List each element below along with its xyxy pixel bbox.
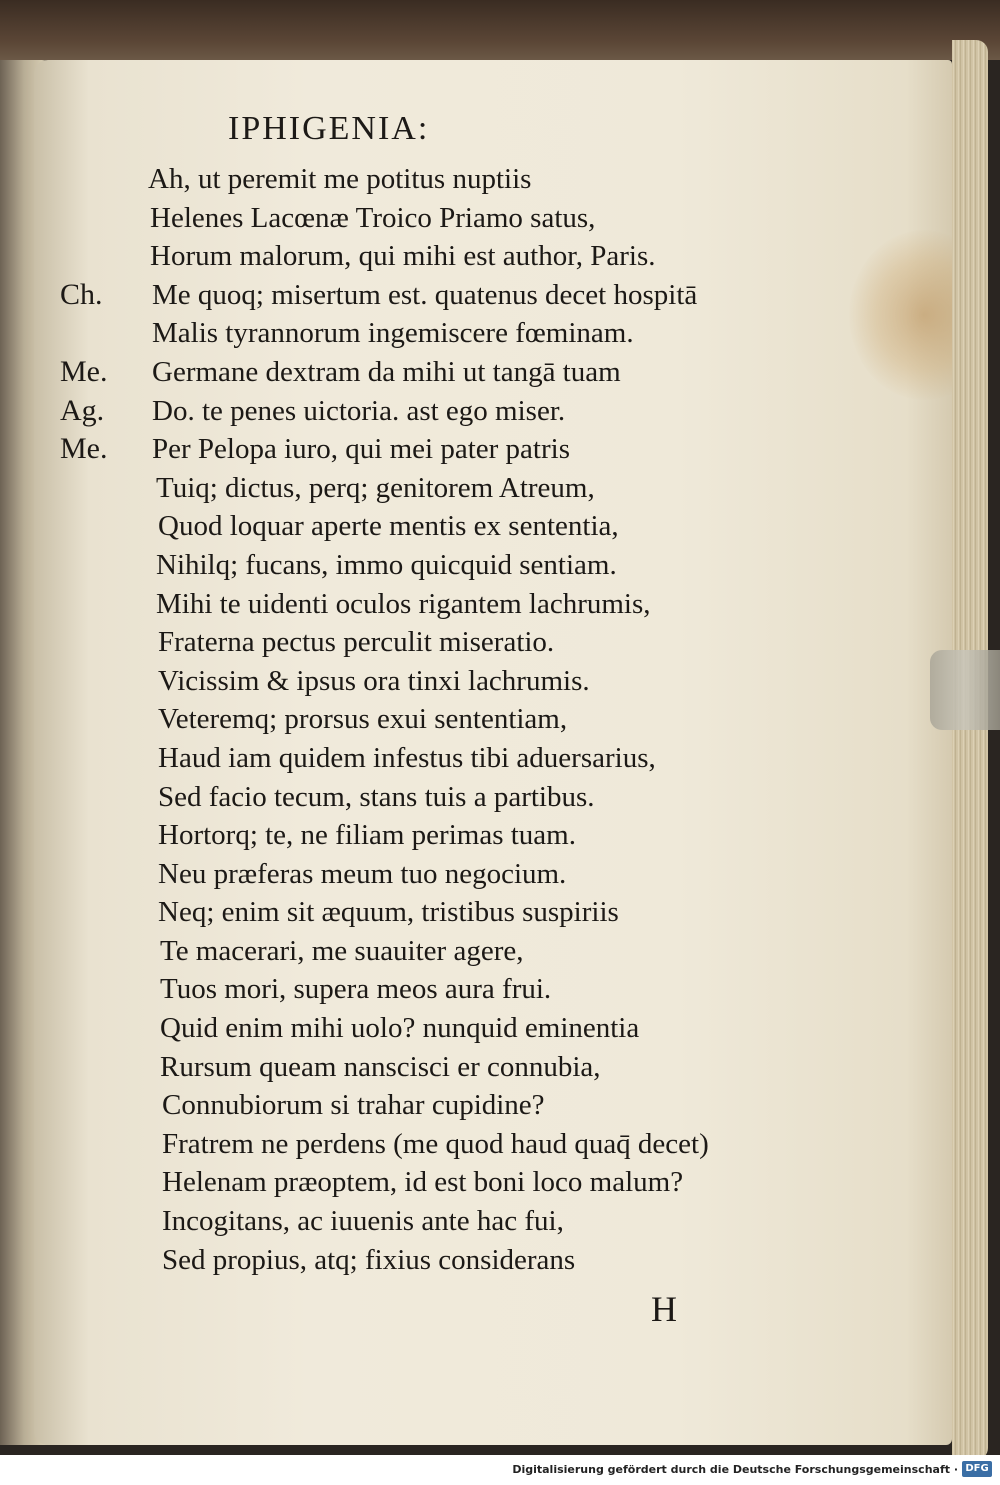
verse-line-text: Sed facio tecum, stans tuis a partibus.	[158, 780, 595, 813]
verse-line-text: Tuos mori, supera meos aura frui.	[160, 973, 552, 1006]
verse-line	[0, 276, 1000, 315]
verse-line	[0, 546, 1000, 585]
verse-line	[0, 855, 1000, 894]
verse-line-text: Vicissim & ipsus ora tinxi lachrumis.	[158, 664, 590, 697]
verse-line-text: Sed propius, atq; fixius considerans	[162, 1243, 576, 1276]
verse-line-text: Neq; enim sit æquum, tristibus suspiriis	[158, 896, 619, 929]
verse-line-text: Quid enim mihi uolo? nunquid eminentia	[160, 1012, 640, 1045]
verse-line	[0, 585, 1000, 624]
verse-line	[0, 739, 1000, 778]
speaker-label: Ch.	[60, 277, 103, 311]
verse-line	[0, 469, 1000, 508]
verse-line-text: Connubiorum si trahar cupidine?	[162, 1089, 545, 1122]
verse-line	[0, 430, 1000, 469]
verse-line-text: Tuiq; dictus, perq; genitorem Atreum,	[156, 471, 595, 504]
verse-line	[0, 1241, 1000, 1280]
verse-line	[0, 778, 1000, 817]
verse-line-text: Germane dextram da mihi ut tangā tuam	[152, 355, 621, 388]
verse-line-text: Nihilq; fucans, immo quicquid sentiam.	[156, 548, 617, 581]
verse-line	[0, 160, 1000, 199]
verse-line	[0, 700, 1000, 739]
verse-line	[0, 893, 1000, 932]
verse-line-text: Rursum queam nanscisci er connubia,	[160, 1050, 601, 1083]
verse-line	[0, 816, 1000, 855]
verse-line-text: Quod loquar aperte mentis ex sententia,	[158, 510, 619, 543]
verse-line	[0, 662, 1000, 701]
verse-line-text: Mihi te uidenti oculos rigantem lachrumis,	[156, 587, 651, 620]
verse-line-text: Veteremq; prorsus exui sententiam,	[158, 703, 568, 736]
verse-line-text: Me quoq; misertum est. quatenus decet hospitā	[152, 278, 698, 311]
verse-line-text: Hortorq; te, ne filiam perimas tuam.	[158, 819, 576, 852]
dfg-logo: DFG	[962, 1461, 992, 1477]
verse-line-text: Fratrem ne perdens (me quod haud quaq̄ decet)	[162, 1127, 709, 1160]
verse-line	[0, 507, 1000, 546]
verse-line-text: Ah, ut peremit me potitus nuptiis	[148, 163, 532, 195]
verse-line	[0, 353, 1000, 392]
verse-line	[0, 1125, 1000, 1164]
verse-line-text: Haud iam quidem infestus tibi aduersarius,	[158, 741, 656, 774]
verse-line-text: Te macerari, me suauiter agere,	[160, 934, 524, 967]
verse-line-text: Helenes Lacœnæ Troico Priamo satus,	[150, 201, 596, 234]
verse-line	[0, 392, 1000, 431]
signature-mark: H	[651, 1289, 677, 1329]
verse-line-text: Horum malorum, qui mihi est author, Paris.	[150, 240, 656, 273]
verse-line-text: Neu præferas meum tuo negocium.	[158, 857, 567, 890]
verse-line-text: Per Pelopa iuro, qui mei pater patris	[152, 433, 570, 466]
verse-line-text: Malis tyrannorum ingemiscere fœminam.	[152, 317, 634, 350]
running-head: IPHIGENIA:	[228, 110, 430, 147]
speaker-label: Me.	[60, 432, 108, 466]
verse-line	[0, 1086, 1000, 1125]
verse-line	[0, 237, 1000, 276]
verse-line-text: Helenam præoptem, id est boni loco malum?	[162, 1166, 684, 1199]
verse-line	[0, 1048, 1000, 1087]
speaker-label: Ag.	[60, 393, 105, 427]
footer-credit: Digitalisierung gefördert durch die Deutsche Forschungsgemeinschaft ·	[512, 1463, 958, 1476]
verse-line	[0, 1202, 1000, 1241]
verse-text	[0, 160, 1000, 1279]
verse-line-text: Fraterna pectus perculit miseratio.	[158, 626, 555, 659]
book-cover-top	[0, 0, 1000, 60]
verse-line	[0, 1009, 1000, 1048]
verse-line	[0, 1163, 1000, 1202]
digitization-footer	[0, 1455, 1000, 1485]
verse-line	[0, 932, 1000, 971]
speaker-label: Me.	[60, 354, 108, 388]
verse-line-text: Do. te penes uictoria. ast ego miser.	[152, 394, 566, 427]
verse-line	[0, 970, 1000, 1009]
verse-line	[0, 623, 1000, 662]
verse-line	[0, 314, 1000, 353]
verse-line-text: Incogitans, ac iuuenis ante hac fui,	[162, 1205, 564, 1238]
verse-line	[0, 199, 1000, 238]
